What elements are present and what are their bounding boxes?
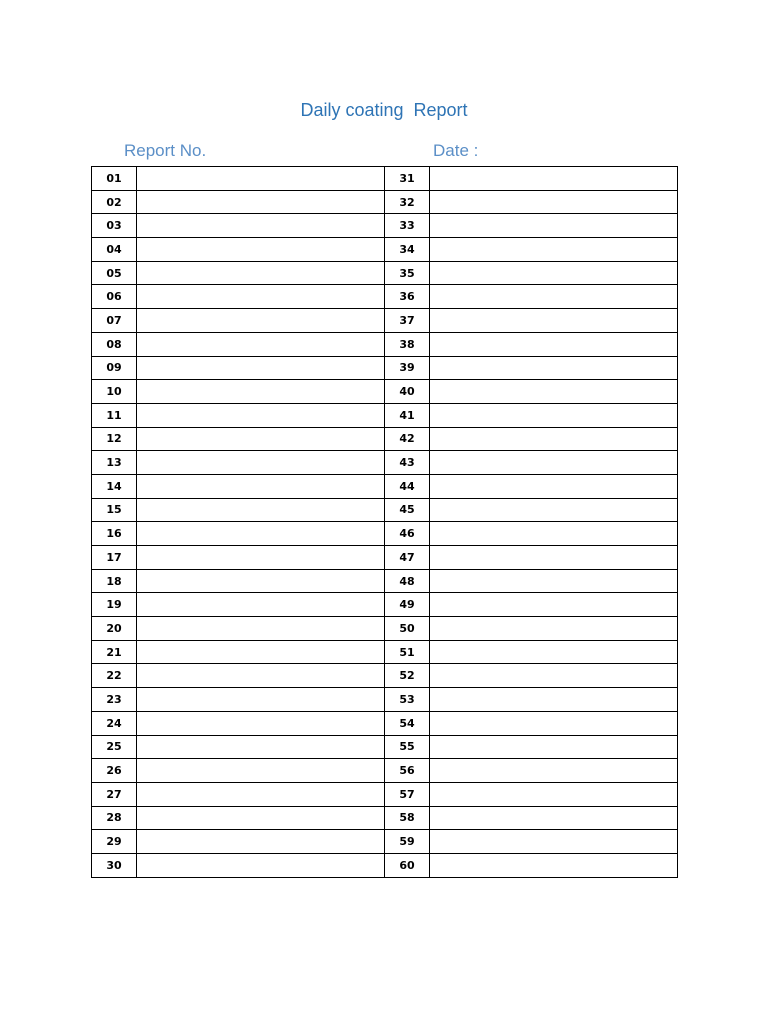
table-row	[92, 451, 678, 475]
entry-cell-left[interactable]	[137, 688, 385, 712]
entry-cell-right[interactable]	[430, 474, 678, 498]
entry-cell-left[interactable]	[137, 261, 385, 285]
entry-cell-left[interactable]	[137, 806, 385, 830]
entry-cell-left[interactable]	[137, 640, 385, 664]
row-number-left: 25	[92, 735, 137, 759]
table-row	[92, 617, 678, 641]
table-row	[92, 214, 678, 238]
report-table-body	[92, 167, 678, 878]
report-number-label: Report No.	[124, 141, 207, 160]
table-row	[92, 190, 678, 214]
entry-cell-right[interactable]	[430, 546, 678, 570]
entry-cell-left[interactable]	[137, 380, 385, 404]
row-number-left: 08	[92, 332, 137, 356]
row-number-right: 33	[385, 214, 430, 238]
entry-cell-right[interactable]	[430, 403, 678, 427]
row-number-left: 21	[92, 640, 137, 664]
entry-cell-left[interactable]	[137, 546, 385, 570]
entry-cell-left[interactable]	[137, 782, 385, 806]
row-number-right: 54	[385, 711, 430, 735]
entry-cell-right[interactable]	[430, 380, 678, 404]
table-row	[92, 261, 678, 285]
row-number-left: 04	[92, 238, 137, 262]
row-number-right: 34	[385, 238, 430, 262]
entry-cell-left[interactable]	[137, 285, 385, 309]
entry-cell-left[interactable]	[137, 356, 385, 380]
row-number-right: 46	[385, 522, 430, 546]
entry-cell-left[interactable]	[137, 214, 385, 238]
table-row	[92, 285, 678, 309]
entry-cell-left[interactable]	[137, 309, 385, 333]
entry-cell-left[interactable]	[137, 593, 385, 617]
row-number-right: 41	[385, 403, 430, 427]
entry-cell-right[interactable]	[430, 759, 678, 783]
entry-cell-left[interactable]	[137, 498, 385, 522]
date-label: Date :	[433, 141, 479, 160]
row-number-right: 44	[385, 474, 430, 498]
table-row	[92, 830, 678, 854]
row-number-left: 14	[92, 474, 137, 498]
table-row	[92, 546, 678, 570]
entry-cell-right[interactable]	[430, 498, 678, 522]
row-number-left: 20	[92, 617, 137, 641]
row-number-left: 23	[92, 688, 137, 712]
entry-cell-left[interactable]	[137, 451, 385, 475]
row-number-right: 56	[385, 759, 430, 783]
row-number-right: 49	[385, 593, 430, 617]
row-number-right: 39	[385, 356, 430, 380]
row-number-right: 50	[385, 617, 430, 641]
table-row	[92, 782, 678, 806]
entry-cell-left[interactable]	[137, 522, 385, 546]
entry-cell-right[interactable]	[430, 617, 678, 641]
table-row	[92, 711, 678, 735]
table-row	[92, 356, 678, 380]
entry-cell-right[interactable]	[430, 451, 678, 475]
row-number-left: 05	[92, 261, 137, 285]
entry-cell-right[interactable]	[430, 238, 678, 262]
entry-cell-left[interactable]	[137, 403, 385, 427]
table-row	[92, 593, 678, 617]
row-number-left: 28	[92, 806, 137, 830]
entry-cell-left[interactable]	[137, 711, 385, 735]
entry-cell-right[interactable]	[430, 806, 678, 830]
entry-cell-left[interactable]	[137, 759, 385, 783]
entry-cell-right[interactable]	[430, 782, 678, 806]
entry-cell-left[interactable]	[137, 474, 385, 498]
row-number-right: 55	[385, 735, 430, 759]
entry-cell-left[interactable]	[137, 569, 385, 593]
entry-cell-right[interactable]	[430, 309, 678, 333]
row-number-right: 32	[385, 190, 430, 214]
row-number-left: 15	[92, 498, 137, 522]
entry-cell-left[interactable]	[137, 427, 385, 451]
table-row	[92, 380, 678, 404]
row-number-right: 51	[385, 640, 430, 664]
row-number-left: 06	[92, 285, 137, 309]
row-number-right: 42	[385, 427, 430, 451]
row-number-left: 17	[92, 546, 137, 570]
row-number-left: 03	[92, 214, 137, 238]
entry-cell-right[interactable]	[430, 688, 678, 712]
entry-cell-right[interactable]	[430, 569, 678, 593]
entry-cell-right[interactable]	[430, 332, 678, 356]
row-number-right: 58	[385, 806, 430, 830]
row-number-right: 36	[385, 285, 430, 309]
row-number-left: 19	[92, 593, 137, 617]
entry-cell-left[interactable]	[137, 190, 385, 214]
row-number-left: 22	[92, 664, 137, 688]
row-number-left: 29	[92, 830, 137, 854]
row-number-left: 07	[92, 309, 137, 333]
row-number-left: 02	[92, 190, 137, 214]
entry-cell-right[interactable]	[430, 190, 678, 214]
table-row	[92, 806, 678, 830]
entry-cell-left[interactable]	[137, 617, 385, 641]
table-row	[92, 474, 678, 498]
table-row	[92, 569, 678, 593]
row-number-left: 16	[92, 522, 137, 546]
entry-cell-left[interactable]	[137, 238, 385, 262]
entry-cell-right[interactable]	[430, 664, 678, 688]
row-number-right: 35	[385, 261, 430, 285]
row-number-right: 40	[385, 380, 430, 404]
entry-cell-left[interactable]	[137, 830, 385, 854]
row-number-left: 10	[92, 380, 137, 404]
entry-cell-right[interactable]	[430, 830, 678, 854]
row-number-right: 52	[385, 664, 430, 688]
entry-cell-right[interactable]	[430, 593, 678, 617]
entry-cell-right[interactable]	[430, 640, 678, 664]
entry-cell-right[interactable]	[430, 261, 678, 285]
row-number-left: 18	[92, 569, 137, 593]
entry-cell-right[interactable]	[430, 167, 678, 191]
table-row	[92, 427, 678, 451]
row-number-left: 30	[92, 853, 137, 877]
entry-cell-right[interactable]	[430, 711, 678, 735]
row-number-right: 45	[385, 498, 430, 522]
row-number-right: 43	[385, 451, 430, 475]
table-row	[92, 522, 678, 546]
table-row	[92, 332, 678, 356]
row-number-left: 12	[92, 427, 137, 451]
row-number-right: 53	[385, 688, 430, 712]
row-number-left: 01	[92, 167, 137, 191]
row-number-left: 11	[92, 403, 137, 427]
row-number-left: 13	[92, 451, 137, 475]
table-row	[92, 688, 678, 712]
table-row	[92, 640, 678, 664]
row-number-right: 48	[385, 569, 430, 593]
row-number-right: 57	[385, 782, 430, 806]
table-row	[92, 853, 678, 877]
entry-cell-right[interactable]	[430, 285, 678, 309]
entry-cell-right[interactable]	[430, 853, 678, 877]
entry-cell-right[interactable]	[430, 735, 678, 759]
row-number-left: 09	[92, 356, 137, 380]
entry-cell-left[interactable]	[137, 735, 385, 759]
row-number-right: 59	[385, 830, 430, 854]
entry-cell-right[interactable]	[430, 427, 678, 451]
entry-cell-right[interactable]	[430, 214, 678, 238]
table-row	[92, 498, 678, 522]
table-row	[92, 167, 678, 191]
row-number-left: 24	[92, 711, 137, 735]
table-row	[92, 403, 678, 427]
entry-cell-left[interactable]	[137, 853, 385, 877]
entry-cell-left[interactable]	[137, 664, 385, 688]
entry-cell-right[interactable]	[430, 522, 678, 546]
table-row	[92, 309, 678, 333]
report-table	[91, 166, 678, 878]
row-number-left: 26	[92, 759, 137, 783]
row-number-left: 27	[92, 782, 137, 806]
table-row	[92, 238, 678, 262]
report-title: Daily coating Report	[300, 100, 468, 120]
row-number-right: 38	[385, 332, 430, 356]
entry-cell-left[interactable]	[137, 332, 385, 356]
row-number-right: 47	[385, 546, 430, 570]
entry-cell-left[interactable]	[137, 167, 385, 191]
table-row	[92, 735, 678, 759]
table-row	[92, 664, 678, 688]
table-row	[92, 759, 678, 783]
row-number-right: 31	[385, 167, 430, 191]
row-number-right: 37	[385, 309, 430, 333]
row-number-right: 60	[385, 853, 430, 877]
entry-cell-right[interactable]	[430, 356, 678, 380]
